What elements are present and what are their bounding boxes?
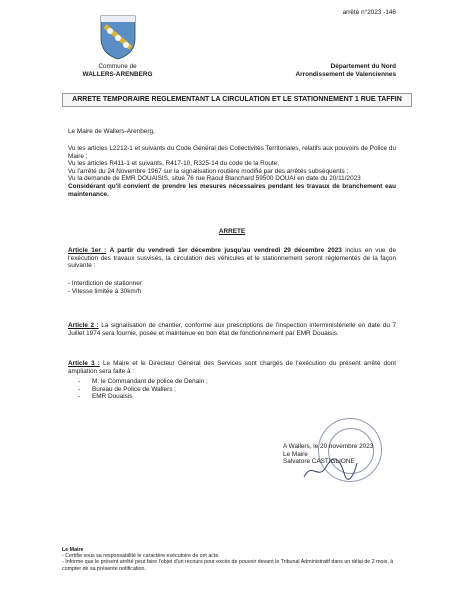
vu-line: Vu l'arrêté du 24 Novembre 1967 sur la signalisation routière modifié par des arrêtés subséquents ; [68,167,349,175]
signatory-role: Le Maire [283,450,308,458]
vu-line: Vu les articles L2212-1 et suivants du Code Général des Collectivités Territoriales, relatifs aux pouvoirs de Police du Maire ; [68,145,396,160]
article-2-label: Article 2 : [68,322,99,329]
article-2 [68,322,396,337]
article-3-body: Le Maire et le Directeur Général des Services sont chargés de l'exécution du présent arrêté dont ampliation sera faite à : [68,360,396,375]
measure-item: - Vitesse limitée à 30km/h [68,287,142,295]
decree-title: ARRETE TEMPORAIRE REGLEMENTANT LA CIRCULATION ET LE STATIONNEMENT 1 RUE TAFFIN [62,93,412,107]
article-2-body: La signalisation de chantier, conforme aux prescriptions de l'inspection interministérielle en date du 7 Juillet 1974 sera fournie, posée et maintenue en bon état de fonctionnement par EMR Douaisis. [68,322,397,337]
footer-line: - Informe que le présent arrêté peut faire l'objet d'un recours pour excès de pouvoir devant le Tribunal Administratif dans un délai de 2 mois, à compter de sa présente notification. [62,559,394,572]
department-block [236,63,396,78]
commune-label: Commune de [98,63,137,70]
measure-item: - Interdiction de stationner [68,280,142,287]
handwritten-signature [300,455,360,485]
recipient-item: - Bureau de Police de Wallers ; [92,386,396,394]
vu-line: Vu la demande de EMR DOUAISIS, situé 76 rue Raoul Blanchard 59500 DOUAI en date du 20/11/2023 [68,175,361,183]
commune-name: WALLERS-ARENBERG [82,70,153,78]
intro-line: Le Maire de Wallers-Arenberg, [68,128,155,135]
article-3-label: Article 3 : [68,360,100,367]
article-3 [68,360,396,375]
recipient-item: - EMR Douaisis [92,393,396,401]
article-1 [68,247,396,270]
considering-line: Considérant qu'il convient de prendre les mesures nécessaires pendant les travaux de branchement eau maintenance. [68,182,396,198]
article-1-list [68,280,142,295]
article-1-body: inclus en vue de l'exécution des travaux susvisés, la circulation des véhicules et le stationnement seront réglementés de la façon suivante : [68,247,397,270]
ref-number: arrêté n°2023 -146 [342,9,396,16]
arrete-heading: ARRETE [218,228,246,235]
article-1-dates: A partir du vendredi 1er décembre jusqu'au vendredi 29 décembre 2023 [109,247,342,254]
commune-block [55,63,180,78]
arrondissement: Arrondissement de Valenciennes [295,70,396,78]
signatory-name: Salvatore CASTIGLIONE [283,458,355,466]
crest-logo [99,14,137,60]
footer-heading: Le Maire [62,547,84,553]
recipient-item: - M. le Commandant de police de Denain ; [92,378,396,386]
article-1-label: Article 1er : [68,247,107,254]
whereas-block [68,145,396,198]
recipients [68,378,396,401]
vu-line: Vu les articles R411-1 et suivants, R417-10, R325-14 du code de la Route, [68,160,280,168]
footer [62,547,407,572]
department-name: Département du Nord [330,63,396,70]
place-date: A Wallers, le 20 novembre 2023 [283,443,374,450]
footer-line: - Certifie sous sa responsabilité le caractère exécutoire de cet acte. [62,553,220,560]
